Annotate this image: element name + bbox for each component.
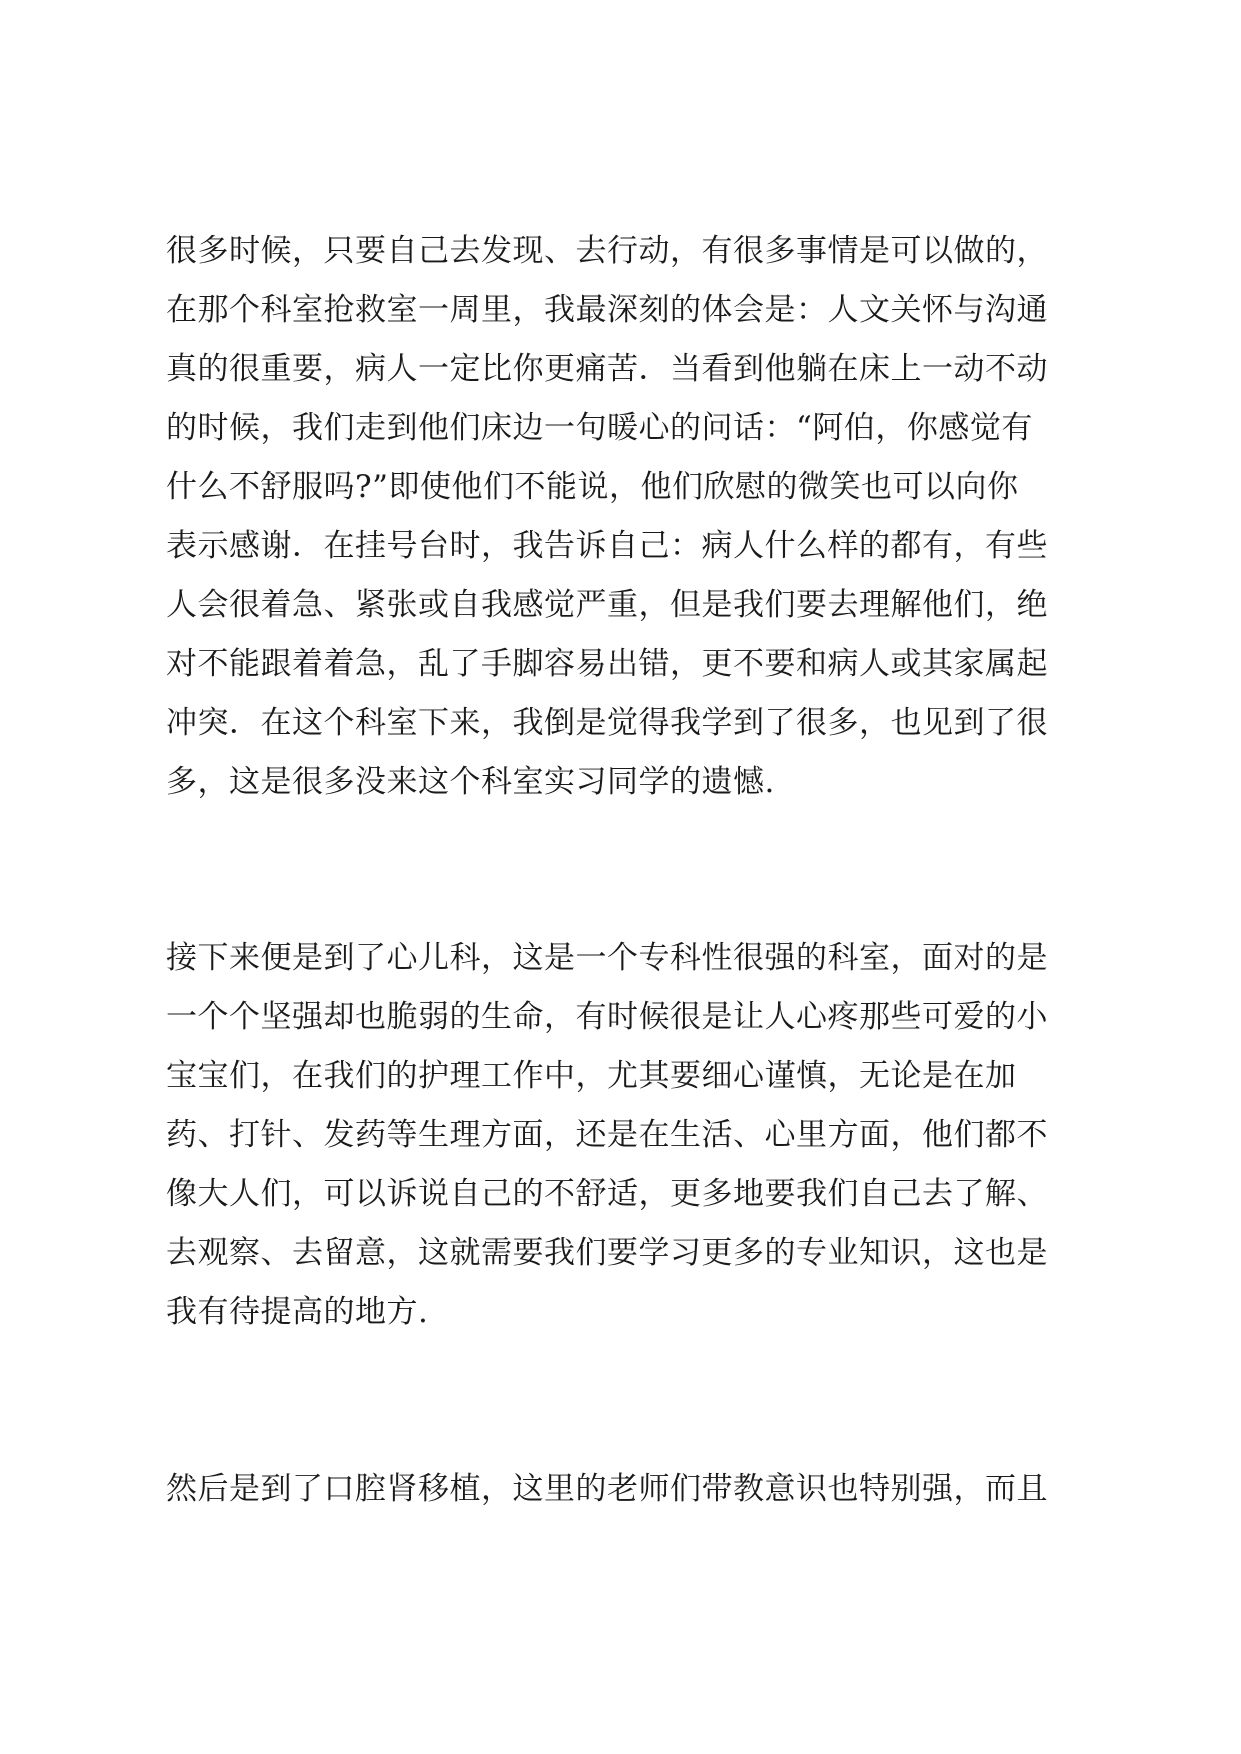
text-line: 多，这是很多没来这个科室实习同学的遗憾. — [166, 764, 775, 800]
text-line: 接下来便是到了心儿科，这是一个专科性很强的科室，面对的是 — [166, 940, 1048, 976]
text-line: 像大人们，可以诉说自己的不舒适，更多地要我们自己去了解、 — [166, 1176, 1048, 1212]
text-line: 冲突．在这个科室下来，我倒是觉得我学到了很多，也见到了很 — [166, 705, 1048, 741]
text-line: 人会很着急、紧张或自我感觉严重，但是我们要去理解他们，绝 — [166, 587, 1048, 623]
text-line: 宝宝们，在我们的护理工作中，尤其要细心谨慎，无论是在加 — [166, 1058, 1017, 1094]
paragraph-pediatric-cardiology — [166, 929, 1096, 1342]
paragraph-kidney-transplant — [166, 1460, 1096, 1519]
text-line: 我有待提高的地方. — [166, 1294, 429, 1330]
text-line: 一个个坚强却也脆弱的生命，有时候很是让人心疼那些可爱的小 — [166, 999, 1048, 1035]
text-line: 药、打针、发药等生理方面，还是在生活、心里方面，他们都不 — [166, 1117, 1048, 1153]
text-line: 去观察、去留意，这就需要我们要学习更多的专业知识，这也是 — [166, 1235, 1048, 1271]
text-line: 对不能跟着着急，乱了手脚容易出错，更不要和病人或其家属起 — [166, 646, 1048, 682]
paragraph-emergency-room — [166, 222, 1096, 812]
text-line: 什么不舒服吗?”即使他们不能说，他们欣慰的微笑也可以向你 — [166, 469, 1019, 505]
text-line: 在那个科室抢救室一周里，我最深刻的体会是：人文关怀与沟通 — [166, 292, 1048, 328]
text-line: 真的很重要，病人一定比你更痛苦．当看到他躺在床上一动不动 — [166, 351, 1048, 387]
text-line: 很多时候，只要自己去发现、去行动，有很多事情是可以做的， — [166, 233, 1048, 269]
text-line: 的时候，我们走到他们床边一句暖心的问话：“阿伯，你感觉有 — [166, 410, 1033, 446]
text-line: 然后是到了口腔肾移植，这里的老师们带教意识也特别强，而且 — [166, 1471, 1048, 1507]
text-line: 表示感谢．在挂号台时，我告诉自己：病人什么样的都有，有些 — [166, 528, 1048, 564]
